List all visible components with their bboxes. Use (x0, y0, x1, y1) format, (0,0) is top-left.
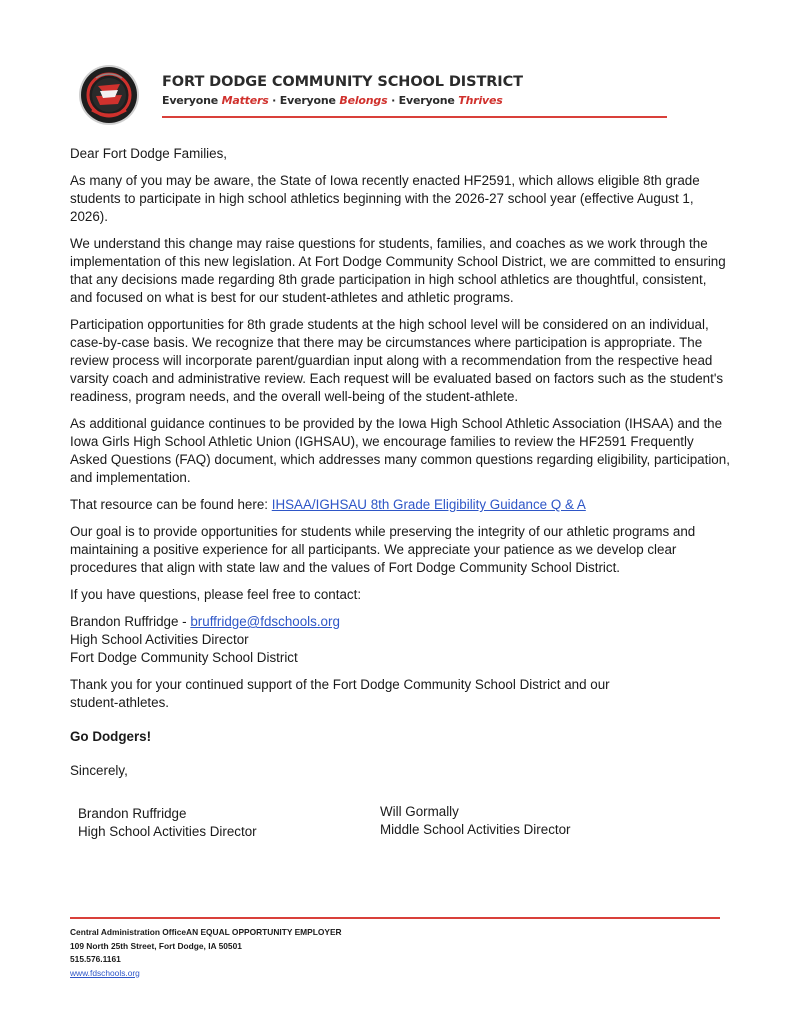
district-name: FORT DODGE COMMUNITY SCHOOL DISTRICT (162, 74, 523, 90)
contact-org: Fort Dodge Community School District (70, 650, 298, 665)
letterhead (162, 73, 523, 108)
thanks-paragraph: Thank you for your continued support of the Fort Dodge Community School District and our student-athletes. (70, 677, 610, 710)
footer-website-link[interactable]: www.fdschools.org (70, 967, 140, 978)
district-logo-icon (78, 64, 140, 126)
signature-name: Brandon Ruffridge (78, 806, 187, 821)
paragraph-legislation: As many of you may be aware, the State of Iowa recently enacted HF2591, which allows eligible 8th grade students to participate in high school athletics beginning with the 2026-27 school year (effective August 1, 2026). (70, 173, 700, 224)
letter-body (70, 145, 730, 789)
paragraph-participation: Participation opportunities for 8th grade students at the high school level will be considered on an individual, case-by-case basis. We recognize that there may be circumstances where participation is appropriate. The review process will incorporate parent/guardian input along with a recommendation from the respective head varsity coach and administrative review. Each request will be evaluated based on factors such as the student's readiness, program needs, and the overall well-being of the student-athlete. (70, 317, 724, 404)
go-dodgers: Go Dodgers! (70, 729, 152, 744)
footer-office: Central Administration OfficeAN EQUAL OPPORTUNITY EMPLOYER (70, 927, 342, 937)
footer (70, 926, 342, 980)
district-tagline: Everyone Matters · Everyone Belongs · Everyone Thrives (162, 94, 503, 107)
resource-line: That resource can be found here: IHSAA/IGHSAU 8th Grade Eligibility Guidance Q & A (70, 497, 586, 512)
contact-intro: If you have questions, please feel free to contact: (70, 587, 362, 602)
footer-address: 109 North 25th Street, Fort Dodge, IA 50501 (70, 940, 242, 951)
contact-title: High School Activities Director (70, 632, 249, 647)
greeting: Dear Fort Dodge Families, (70, 146, 228, 161)
paragraph-goal: Our goal is to provide opportunities for students while preserving the integrity of our athletic programs and maintaining a positive experience for all participants. We appreciate your patience as we develop clear procedures that align with state law and the values of Fort Dodge Community School District. (70, 524, 696, 575)
header-divider (162, 116, 667, 118)
contact-email-link[interactable]: bruffridge@fdschools.org (190, 614, 340, 629)
paragraph-guidance: As additional guidance continues to be provided by the Iowa High School Athletic Association (IHSAA) and the Iowa Girls High School Athletic Union (IGHSAU), we encourage families to review the HF2591 Frequently Asked Questions (FAQ) document, which addresses many common questions regarding eligibility, participation, and implementation. (70, 416, 730, 485)
signature-name: Will Gormally (380, 804, 459, 819)
closing: Sincerely, (70, 763, 128, 778)
footer-divider (70, 917, 720, 919)
paragraph-commitment: We understand this change may raise questions for students, families, and coaches as we work through the implementation of this new legislation. At Fort Dodge Community School District, we are committed to ensuring that any decisions made regarding 8th grade participation in high school athletics are thoughtful, consistent, and focused on what is best for our student-athletes and athletic programs. (70, 236, 726, 305)
eligibility-guidance-link[interactable]: IHSAA/IGHSAU 8th Grade Eligibility Guidance Q & A (271, 497, 586, 512)
footer-phone: 515.576.1161 (70, 954, 121, 964)
signature-ms-director (380, 803, 571, 839)
signature-title: Middle School Activities Director (380, 822, 571, 837)
signature-title: High School Activities Director (78, 824, 257, 839)
contact-block: Brandon Ruffridge - bruffridge@fdschools.org High School Activities Director Fort Dodge Community School District (70, 614, 340, 665)
signature-hs-director (78, 805, 257, 841)
